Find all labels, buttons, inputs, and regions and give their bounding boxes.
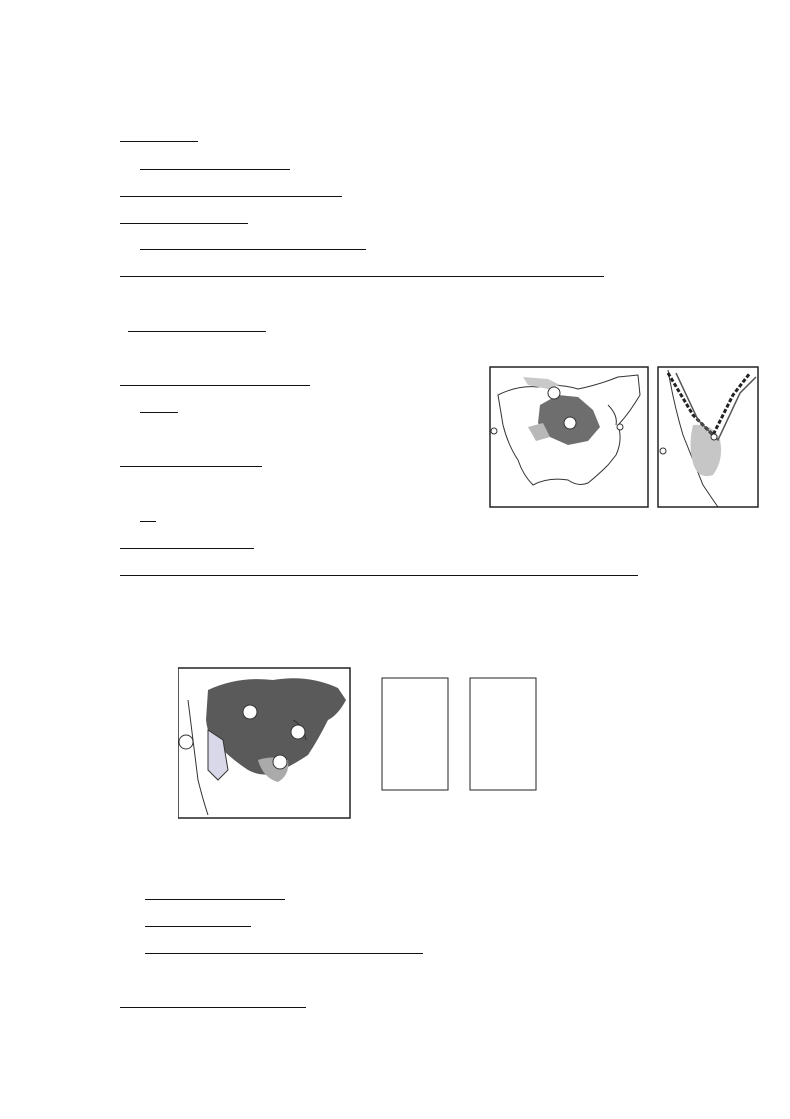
fig10-marker-1 <box>243 705 257 719</box>
fig9-marker-1 <box>564 417 576 429</box>
answer-blank[interactable] <box>120 263 604 277</box>
q35-part3-line2 <box>120 994 306 1014</box>
answer-blank[interactable] <box>205 913 251 927</box>
fig9-yi-dot <box>660 448 666 454</box>
q34-part3-line2 <box>120 535 254 555</box>
q33-part3-line1 <box>140 236 366 256</box>
answer-blank[interactable] <box>120 994 306 1008</box>
q34-part1-line3 <box>120 372 310 392</box>
fig10-chart-a-frame <box>382 678 448 790</box>
answer-blank[interactable] <box>128 318 266 332</box>
answer-blank[interactable] <box>120 535 254 549</box>
figure-9 <box>488 365 788 535</box>
q33-part2-line1 <box>140 156 290 176</box>
fig10-chart-b-frame <box>470 678 536 790</box>
fig10-marker-2 <box>291 725 305 739</box>
answer-blank[interactable] <box>140 236 230 250</box>
answer-blank[interactable] <box>145 940 423 954</box>
answer-blank[interactable] <box>140 156 290 170</box>
answer-blank[interactable] <box>140 399 178 413</box>
answer-blank[interactable] <box>145 886 285 900</box>
q33-part3-line2 <box>120 263 604 283</box>
q34-part3-line3 <box>120 562 638 582</box>
q34-part3-line1 <box>140 508 156 528</box>
answer-blank[interactable] <box>230 236 366 250</box>
q35-part2-line2 <box>145 940 423 960</box>
q33-part1-answer-line <box>120 128 198 148</box>
answer-blank[interactable] <box>240 453 262 467</box>
answer-blank[interactable] <box>120 210 248 224</box>
answer-blank[interactable] <box>120 183 278 197</box>
answer-blank[interactable] <box>120 128 198 142</box>
q33-part2-line3 <box>120 210 248 230</box>
answer-blank[interactable] <box>140 508 156 522</box>
answer-blank[interactable] <box>120 562 638 576</box>
figure-10 <box>178 660 578 850</box>
answer-blank[interactable] <box>120 453 240 467</box>
fig10-marker-3 <box>273 755 287 769</box>
fig9-yi-city <box>711 434 717 440</box>
q34-part2-line1 <box>140 399 178 419</box>
fig9-dot-east <box>617 424 623 430</box>
answer-blank[interactable] <box>278 183 342 197</box>
fig10-marker-4 <box>179 735 193 749</box>
q35-part1 <box>145 886 285 906</box>
fig9-dot-west <box>491 428 497 434</box>
q34-part1-line1 <box>128 318 266 338</box>
q35-part2-line1 <box>145 913 251 933</box>
answer-blank[interactable] <box>120 372 310 386</box>
fig9-marker-2 <box>548 387 560 399</box>
q34-part2-line3 <box>120 453 262 473</box>
answer-blank[interactable] <box>145 913 205 927</box>
q33-part2-line2 <box>120 183 342 203</box>
